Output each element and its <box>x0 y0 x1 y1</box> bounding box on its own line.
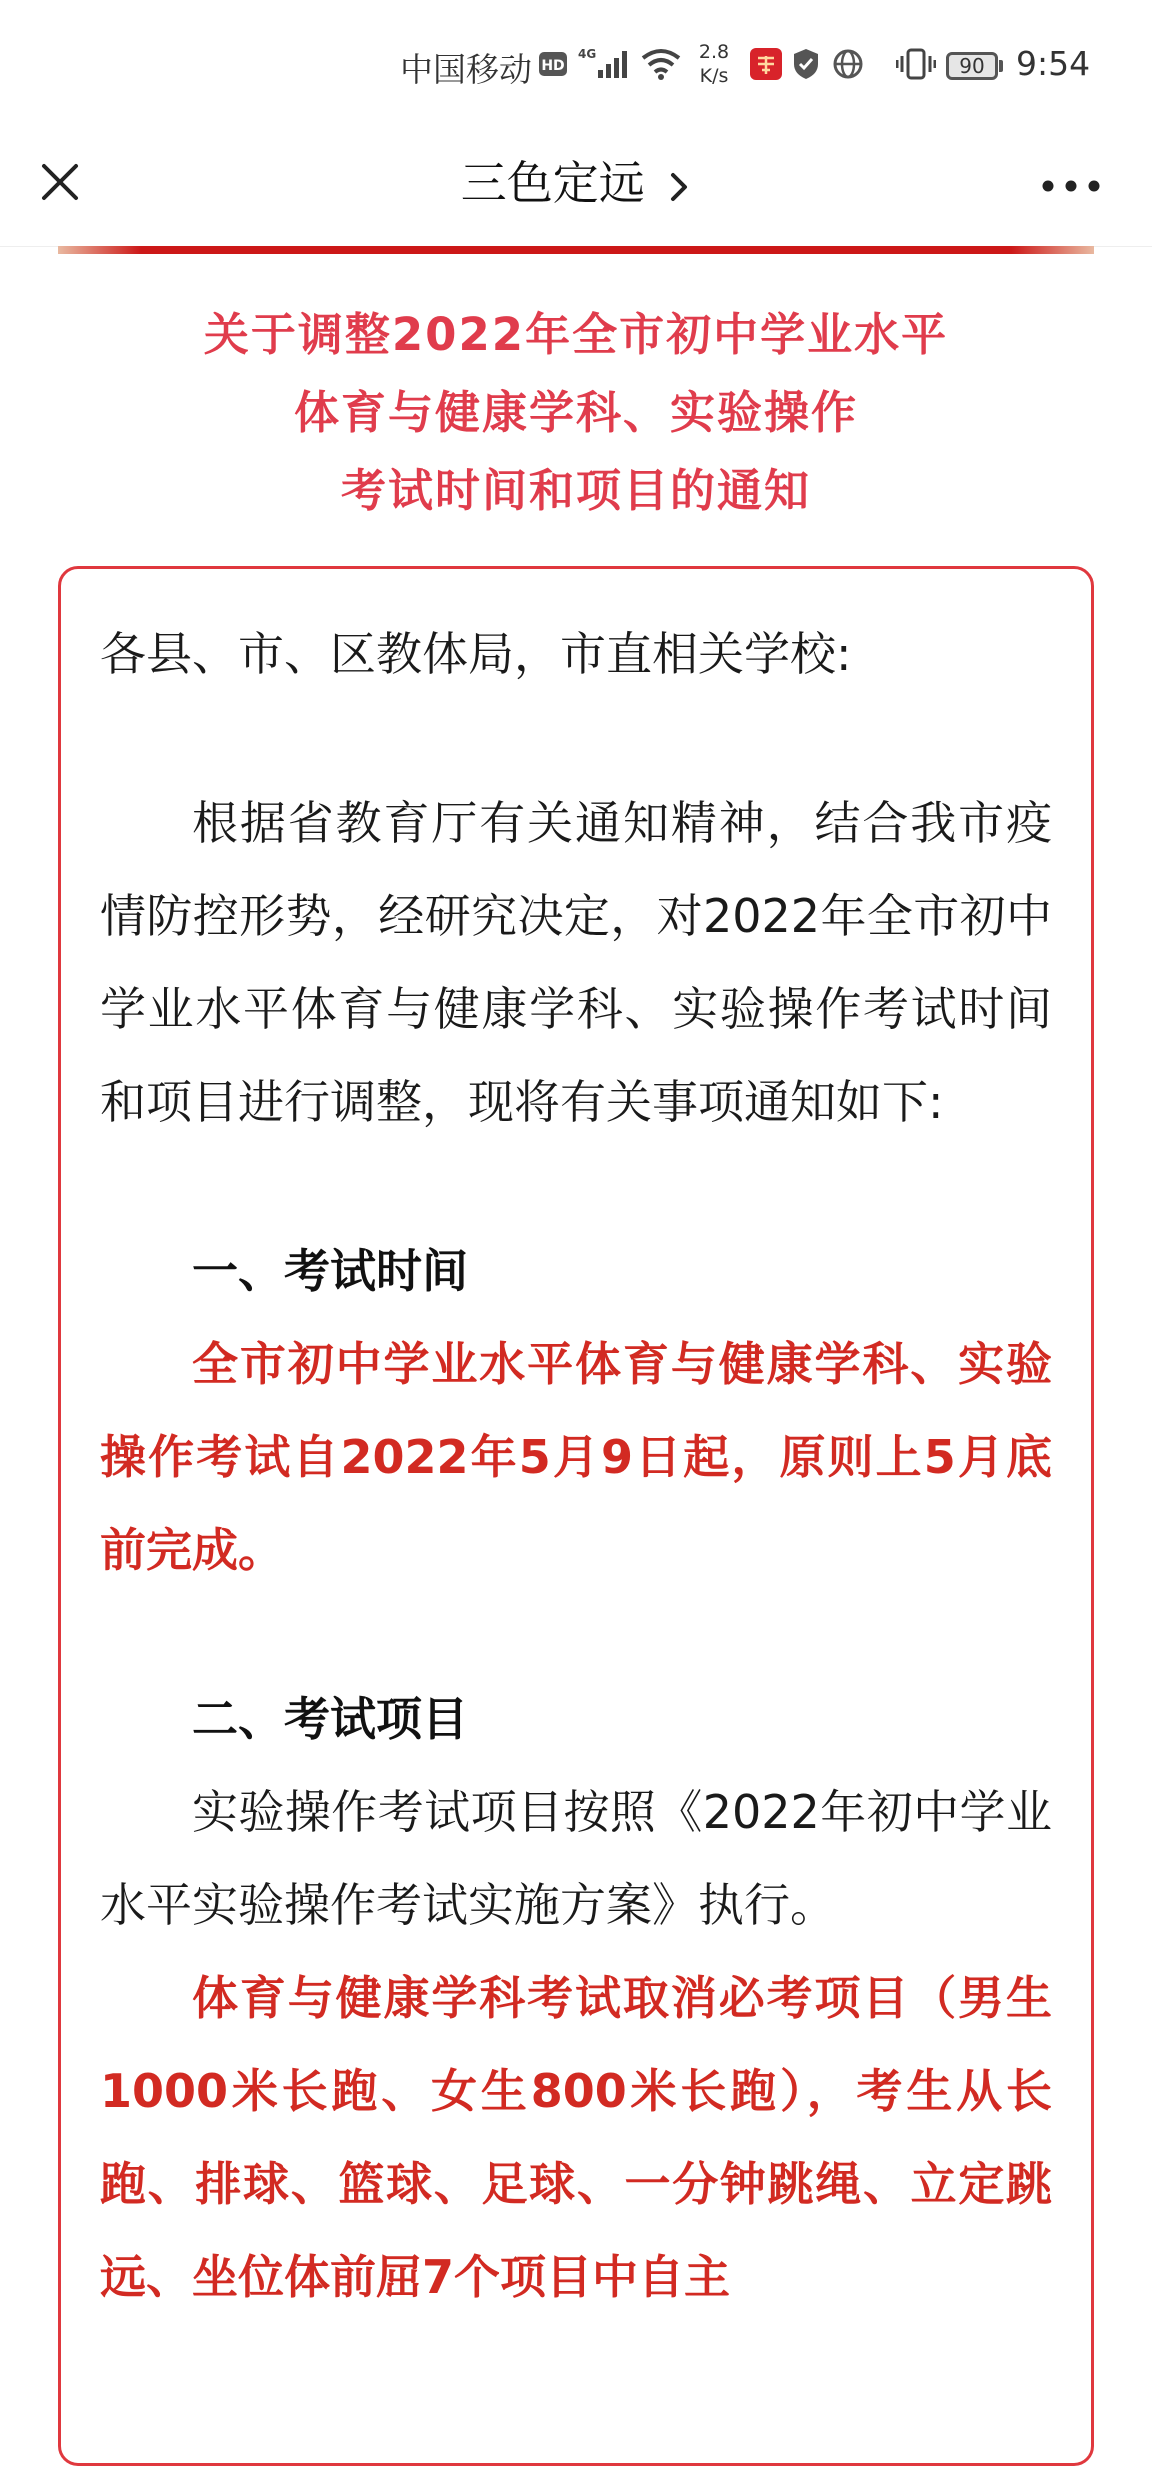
battery-tip <box>999 60 1003 72</box>
network-speed-unit: K/s <box>699 65 729 87</box>
svg-text:4G: 4G <box>578 47 597 61</box>
notice-title <box>58 296 1094 530</box>
clock: 9:54 <box>1016 44 1091 83</box>
section-2-heading: 二、考试项目 <box>192 1692 468 1746</box>
globe-icon <box>830 46 866 82</box>
banner-image-edge <box>58 246 1094 254</box>
more-icon[interactable] <box>1036 166 1106 206</box>
signal-4g-icon <box>578 46 636 82</box>
section-1-heading: 一、考试时间 <box>192 1244 468 1298</box>
notice-title-line-1: 关于调整2022年全市初中学业水平 <box>203 308 949 361</box>
network-speed-value: 2.8 <box>698 41 730 63</box>
chevron-right-icon <box>667 167 691 207</box>
carrier-name: 中国移动 <box>400 50 532 89</box>
section-2-red-paragraph: 体育与健康学科考试取消必考项目（男生1000米长跑、女生800米长跑），考生从长跑、排球、篮球、足球、一分钟跳绳、立定跳远、坐位体前屈7个项目中自主 <box>100 1971 1052 2304</box>
battery-icon: 90 <box>946 52 998 80</box>
svg-text:HD: HD <box>541 58 565 74</box>
section-1-body: 全市初中学业水平体育与健康学科、实验操作考试自2022年5月9日起，原则上5月底前完成。 <box>100 1337 1052 1577</box>
xuexi-app-icon <box>748 46 784 82</box>
intro-paragraph: 根据省教育厅有关通知精神，结合我市疫情防控形势，经研究决定，对2022年全市初中学业水平体育与健康学科、实验操作考试时间和项目进行调整，现将有关事项通知如下: <box>100 796 1052 1129</box>
wifi-icon <box>640 46 682 82</box>
status-bar <box>0 0 1152 130</box>
account-name: 三色定远 <box>460 156 645 210</box>
vibrate-icon <box>896 46 936 82</box>
notice-title-line-2: 体育与健康学科、实验操作 <box>293 386 858 439</box>
salutation: 各县、市、区教体局，市直相关学校: <box>100 627 852 681</box>
account-title-link[interactable] <box>0 150 1152 216</box>
hd-icon <box>538 46 568 82</box>
article-body <box>100 608 1052 2324</box>
nav-bar <box>0 130 1152 247</box>
network-speed <box>694 40 734 88</box>
notice-title-line-3: 考试时间和项目的通知 <box>340 464 811 517</box>
section-2-body: 实验操作考试项目按照《2022年初中学业水平实验操作考试实施方案》执行。 <box>100 1785 1052 1932</box>
shield-icon <box>790 46 822 82</box>
